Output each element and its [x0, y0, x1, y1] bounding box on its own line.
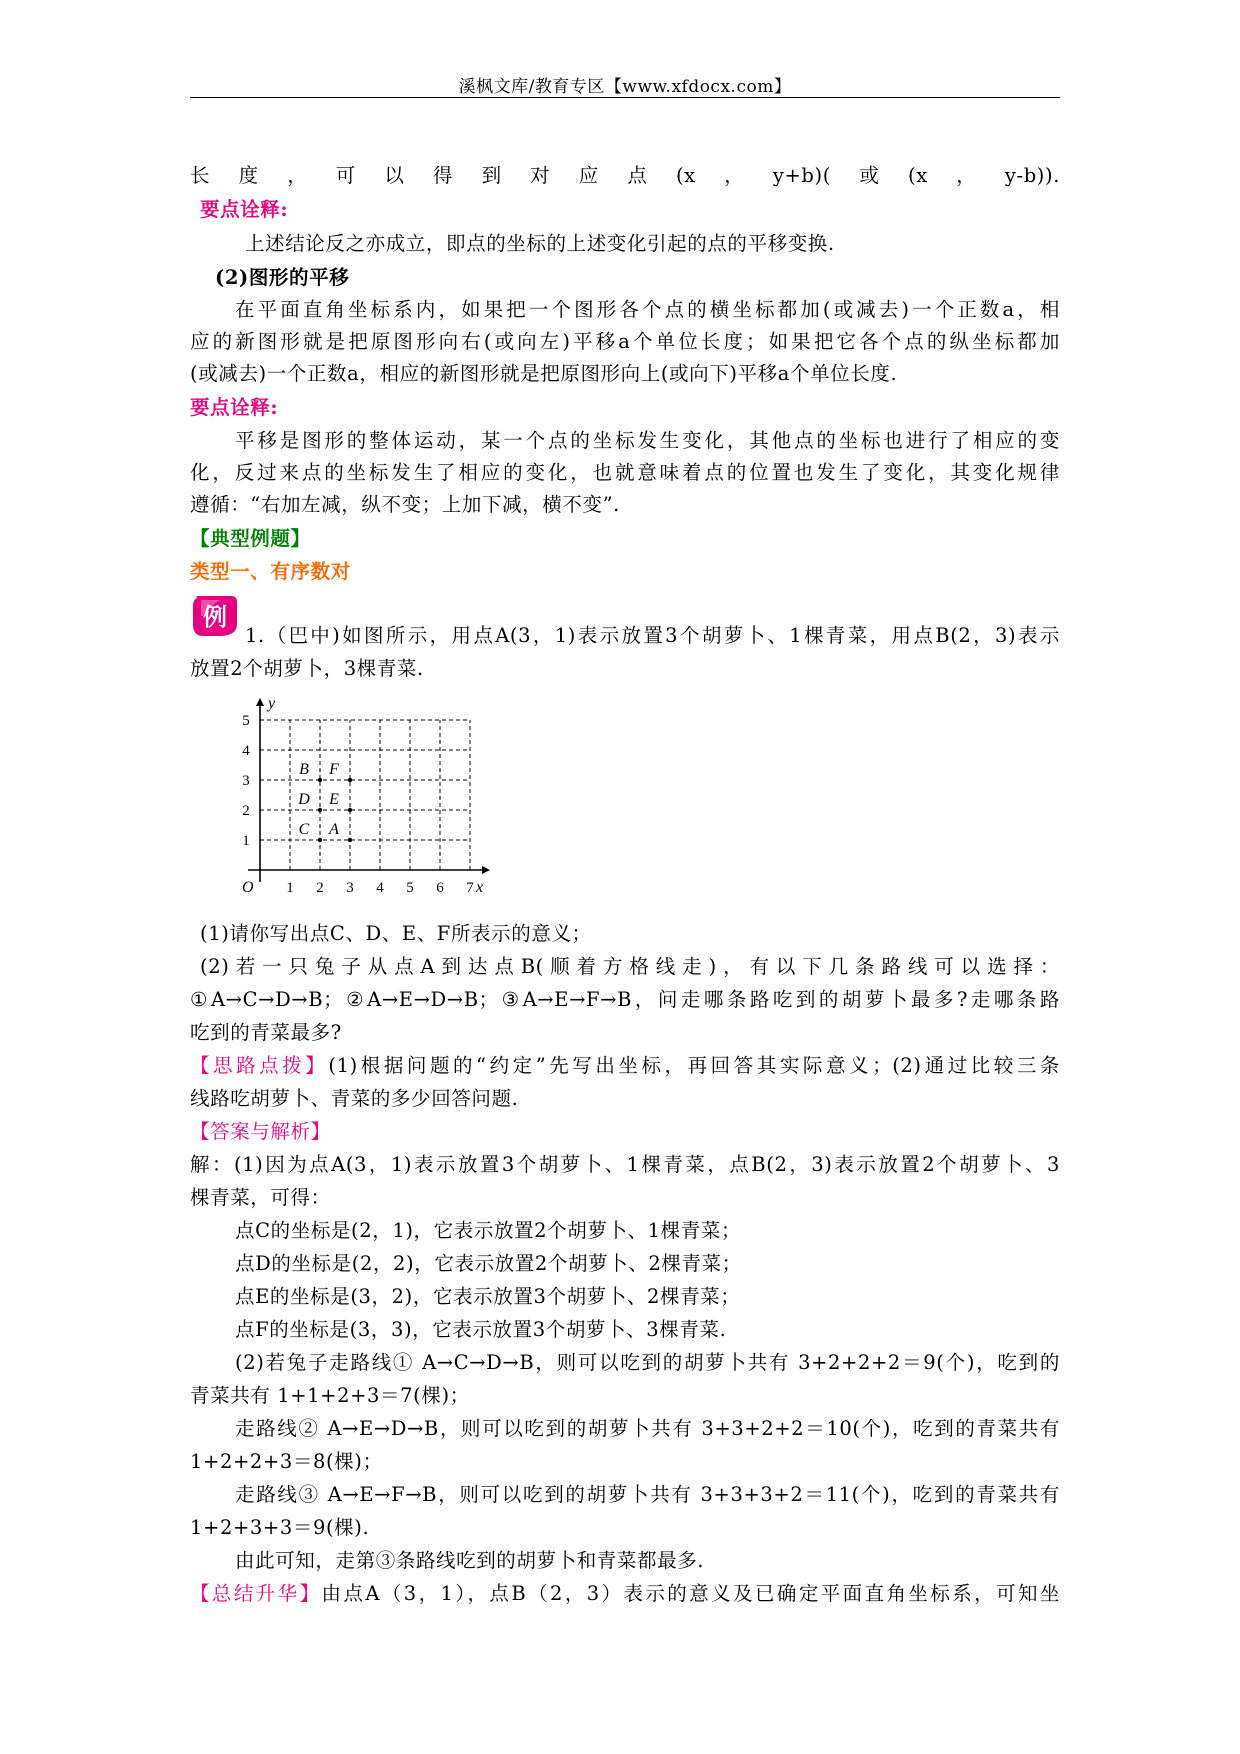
x-tick-label: 4 — [376, 880, 384, 896]
badge-text: 例 — [203, 603, 227, 631]
point-f-marker — [348, 778, 352, 782]
text-line — [190, 1050, 1060, 1082]
point-e-marker — [348, 808, 352, 812]
origin-label: O — [242, 879, 254, 896]
y-axis-label: y — [268, 695, 276, 712]
text-line: (2)若一只兔子从点A到达点B(顺着方格线走)，有以下几条路线可以选择： — [200, 955, 1060, 978]
tip-label: 【思路点拨】 — [190, 1054, 329, 1077]
page-header: 溪枫文库/教育专区【www.xfdocx.com】 — [458, 77, 792, 97]
point-a-label: A — [329, 821, 339, 838]
text-line: 上述结论反之亦成立，即点的坐标的上述变化引起的点的平移变换. — [245, 232, 835, 255]
text-line: 吃到的青菜最多? — [190, 1021, 342, 1044]
x-tick-label: 6 — [436, 880, 444, 896]
y-tick-label: 3 — [242, 773, 250, 789]
point-b-label: B — [299, 761, 309, 778]
section-heading: 类型一、有序数对 — [190, 560, 351, 583]
section-heading: (2)图形的平移 — [215, 266, 350, 289]
coordinate-grid-chart — [230, 690, 510, 900]
x-tick-label: 2 — [316, 880, 324, 896]
y-tick-label: 5 — [242, 713, 250, 729]
y-axis-arrow-icon — [256, 698, 264, 706]
x-axis-arrow-icon — [482, 866, 490, 874]
text-line — [190, 1578, 1060, 1610]
text-line: 应的新图形就是把原图形向右(或向左)平移a个单位长度；如果把它各个点的纵坐标都加 — [190, 330, 1060, 353]
x-tick-label: 3 — [346, 880, 354, 896]
text-line: 化，反过来点的坐标发生了相应的变化，也就意味着点的位置也发生了变化，其变化规律 — [190, 461, 1060, 484]
point-c-marker — [318, 838, 322, 842]
text-line: ①A→C→D→B；②A→E→D→B；③A→E→F→B，问走哪条路吃到的胡萝卜最多?走哪条路 — [190, 988, 1060, 1011]
section-heading: 要点诠释: — [190, 396, 279, 419]
summary-label: 【总结升华】 — [190, 1582, 322, 1605]
text-line: 线路吃胡萝卜、青菜的多少回答问题. — [190, 1087, 519, 1110]
text-line: 放置2个胡萝卜，3棵青菜. — [190, 657, 424, 680]
y-tick-label: 2 — [242, 803, 250, 819]
header-divider — [190, 97, 1060, 98]
tip-text: (1)根据问题的“约定”先写出坐标，再回答其实际意义；(2)通过比较三条 — [328, 1054, 1060, 1077]
point-e-label: E — [329, 791, 339, 808]
text-line: 1+2+3+3＝9(棵). — [190, 1516, 370, 1539]
text-line: (1)请你写出点C、D、E、F所表示的意义； — [200, 922, 592, 945]
text-line: 青菜共有 1+1+2+3＝7(棵)； — [190, 1384, 470, 1407]
text-line: 棵青菜，可得： — [190, 1186, 331, 1209]
point-a-marker — [348, 838, 352, 842]
summary-text: 由点A（3，1），点B（2，3）表示的意义及已确定平面直角坐标系，可知坐 — [321, 1582, 1061, 1605]
text-line: 平移是图形的整体运动，某一个点的坐标发生变化，其他点的坐标也进行了相应的变 — [235, 429, 1060, 452]
example-badge-icon — [191, 594, 239, 638]
point-b-marker — [318, 778, 322, 782]
y-tick-label: 4 — [242, 743, 250, 759]
text-line: 在平面直角坐标系内，如果把一个图形各个点的横坐标都加(或减去)一个正数a，相 — [235, 298, 1060, 321]
text-line: 1.（巴中)如图所示，用点A(3，1)表示放置3个胡萝卜、1棵青菜，用点B(2，3)表示 — [245, 624, 1060, 647]
text-line: (2)若兔子走路线① A→C→D→B，则可以吃到的胡萝卜共有 3+2+2+2＝9(个)，吃到的 — [235, 1351, 1060, 1374]
text-line: 1+2+2+3＝8(棵)； — [190, 1450, 383, 1473]
text-line: 解：(1)因为点A(3，1)表示放置3个胡萝卜、1棵青菜，点B(2，3)表示放置2个胡萝卜、3 — [190, 1153, 1060, 1176]
text-line: 由此可知，走第③条路线吃到的胡萝卜和青菜都最多. — [235, 1549, 705, 1572]
x-tick-label: 1 — [286, 880, 294, 896]
point-c-label: C — [298, 821, 310, 838]
x-axis-label: x — [476, 879, 484, 896]
text-line: 走路线② A→E→D→B，则可以吃到的胡萝卜共有 3+3+2+2＝10(个)，吃到的青菜共有 — [235, 1417, 1060, 1440]
text-line: 点D的坐标是(2，2)，它表示放置2个胡萝卜、2棵青菜； — [235, 1252, 742, 1275]
section-heading: 要点诠释: — [200, 198, 289, 221]
text-line: 点E的坐标是(3，2)，它表示放置3个胡萝卜、2棵青菜； — [235, 1285, 741, 1308]
section-heading: 【典型例题】 — [190, 527, 311, 550]
y-tick-label: 1 — [242, 833, 250, 849]
answer-label: 【答案与解析】 — [190, 1120, 331, 1143]
x-tick-label: 5 — [406, 880, 414, 896]
point-d-label: D — [298, 791, 310, 808]
x-tick-label: 7 — [466, 880, 474, 896]
text-line: 长度，可以得到对应点(x，y+b)(或(x，y-b)). — [190, 164, 1060, 187]
text-line: 点C的坐标是(2，1)，它表示放置2个胡萝卜、1棵青菜； — [235, 1219, 742, 1242]
text-line: 走路线③ A→E→F→B，则可以吃到的胡萝卜共有 3+3+3+2＝11(个)，吃到的青菜共有 — [235, 1483, 1060, 1506]
text-line: (或减去)一个正数a，相应的新图形就是把原图形向上(或向下)平移a个单位长度. — [190, 362, 898, 385]
point-d-marker — [318, 808, 322, 812]
text-line: 点F的坐标是(3，3)，它表示放置3个胡萝卜、3棵青菜. — [235, 1318, 727, 1341]
point-f-label: F — [329, 761, 339, 778]
text-line: 遵循：“右加左减，纵不变；上加下减，横不变”. — [190, 493, 620, 516]
